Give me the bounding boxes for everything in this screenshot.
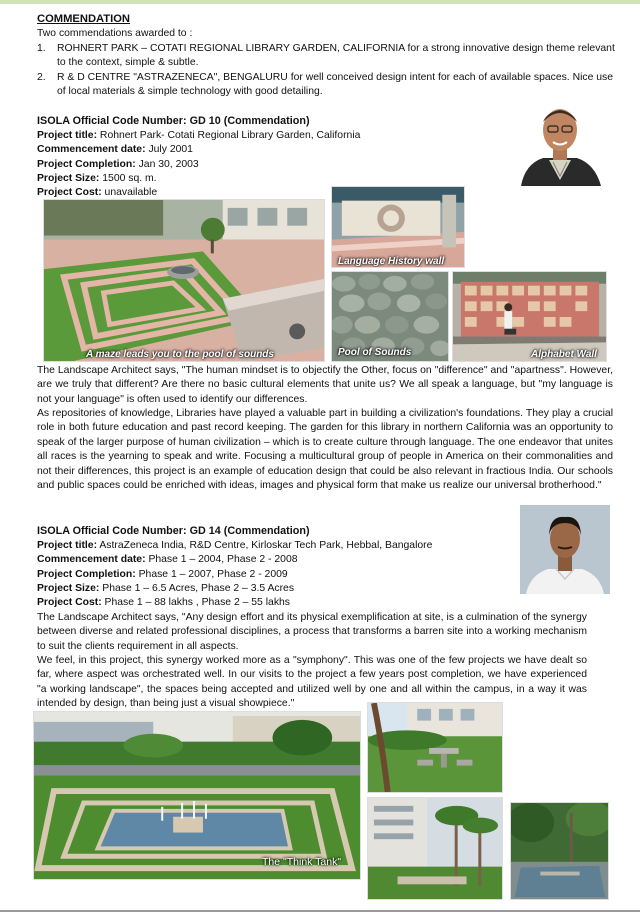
- paragraph: As repositories of knowledge, Libraries have played a valuable part in building a civilization's foundations. They play a crucial role in both future education and past record keeping. The garden for this library in northern California was an opportunity to speak of the larger purpose of human civilization – which is to create culture through language. The one endeavor that unites all races is the yearning to speak and write. Focusing a multicultural group of people in America on their commonalities and not their differences, this project is an example of education design that could be also relevant in fractious India. Our schools and public spaces could be enriched with ideas, images and physical form that make us realize our universal brotherhood.": [37, 408, 613, 491]
- meta-size: Project Size: Phase 1 – 6.5 Acres, Phase 2 – 3.5 Acres: [37, 582, 295, 594]
- list-text: ROHNERT PARK – COTATI REGIONAL LIBRARY GARDEN, CALIFORNIA for a strong innovative design theme relevant to the context, simple & subtle.: [57, 42, 615, 69]
- list-item: [37, 42, 617, 71]
- meta-completion: Project Completion: Phase 1 – 2007, Phase 2 - 2009: [37, 568, 288, 580]
- top-border: [0, 0, 640, 4]
- courtyard-seating-photo: [367, 702, 503, 793]
- list-number: 2.: [37, 71, 46, 83]
- list-number: 1.: [37, 42, 46, 54]
- commendation-list: [37, 42, 617, 99]
- language-history-caption: Language History wall: [338, 256, 445, 267]
- language-history-wall-photo: [331, 186, 465, 268]
- courtyard-palms-photo: [367, 797, 503, 900]
- paragraph: The Landscape Architect says, "Any design effort and its physical exemplification at site, is a culmination of the synergy between diverse and related professional disciplines, a process that transforms a barren site into a working mechanism to suit the clients requirement in all aspects.: [37, 612, 587, 652]
- list-text: R & D CENTRE "ASTRAZENECA", BENGALURU for well conceived design intent for each of available spaces. Nice use of local materials & simple technology with good detailing.: [57, 71, 613, 97]
- maze-caption: A maze leads you to the pool of sounds: [86, 349, 274, 360]
- bottom-border: [0, 910, 640, 912]
- pool-of-sounds-caption: Pool of Sounds: [338, 347, 412, 358]
- list-item: [37, 71, 617, 100]
- project2-description: [37, 611, 587, 712]
- paragraph: We feel, in this project, this synergy worked more as a "symphony". This was one of the few projects we have dealt so far, where aspect was orchestrated well. In our visits to the project a few years post completion, we have experienced "a working landscape", the spaces being accepted and utilized well by one and all within the campus, in a way it was intended by design, than being just a visual showpiece.": [37, 655, 587, 710]
- meta-commencement: Commencement date: Phase 1 – 2004, Phase 2 - 2008: [37, 554, 298, 566]
- think-tank-photo: [33, 711, 361, 880]
- meta-size: Project Size: 1500 sq. m.: [37, 172, 157, 184]
- project2-header: [37, 524, 507, 611]
- pool-of-sounds-photo: [331, 271, 449, 362]
- alphabet-wall-caption: Alphabet Wall: [531, 349, 597, 360]
- project-code: ISOLA Official Code Number: GD 14 (Commendation): [37, 525, 310, 537]
- meta-cost: Project Cost: Phase 1 – 88 lakhs , Phase 2 – 55 lakhs: [37, 597, 290, 609]
- meta-completion: Project Completion: Jan 30, 2003: [37, 158, 199, 170]
- intro-text: Two commendations awarded to :: [37, 28, 193, 40]
- alphabet-wall-photo: [452, 271, 607, 362]
- commendation-section: [37, 12, 617, 99]
- section-heading: COMMENDATION: [37, 13, 131, 25]
- meta-commencement: Commencement date: July 2001: [37, 144, 193, 156]
- architect-portrait-2: [520, 505, 610, 594]
- meta-title: Project title: AstraZeneca India, R&D Centre, Kirloskar Tech Park, Hebbal, Bangalore: [37, 539, 433, 551]
- maze-garden-photo: [43, 199, 325, 362]
- architect-portrait-1: [513, 100, 607, 186]
- meta-cost: Project Cost: unavailable: [37, 187, 158, 199]
- think-tank-caption: The "Think Tank": [262, 856, 342, 868]
- project-code: ISOLA Official Code Number: GD 10 (Commendation): [37, 115, 310, 127]
- water-garden-photo: [510, 802, 609, 900]
- project1-description: [37, 364, 613, 493]
- meta-title: Project title: Rohnert Park- Cotati Regional Library Garden, California: [37, 129, 361, 141]
- paragraph: The Landscape Architect says, "The human mindset is to objectify the Other, focus on "difference" and "apartness". However, are we truly that different? Are there no basic cultural elements that unite us? We all speak a language, but "my language is not your language" is often used to identify our differences.: [37, 365, 613, 405]
